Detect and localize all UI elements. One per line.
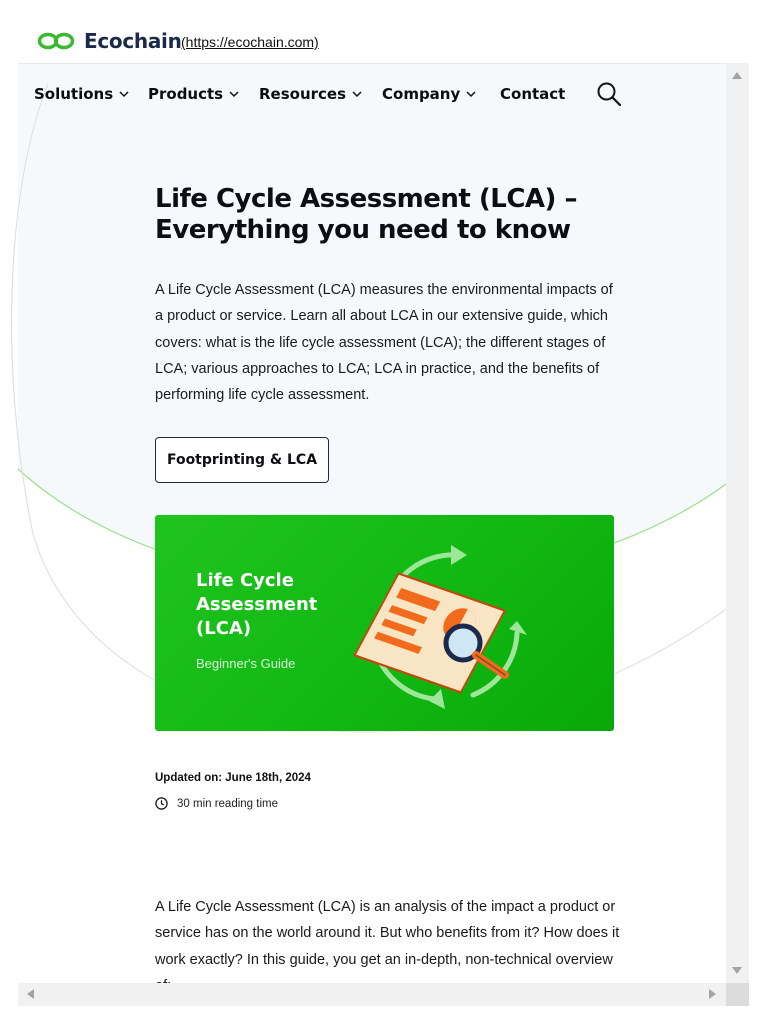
nav-item-label: Resources (259, 85, 347, 103)
vertical-scrollbar[interactable] (726, 63, 749, 983)
nav-item-solutions[interactable] (34, 84, 130, 104)
lca-illustration-icon (345, 537, 555, 719)
intro-paragraph: A Life Cycle Assessment (LCA) measures the environmental impacts of a product or service. Learn all about LCA in our extensive guide, which covers: what is the life cycle assessment (LCA); the different stages of LCA; various approaches to LCA; LCA in practice, and the benefits of performing life cycle assessment. (155, 282, 613, 404)
nav-item-label: Solutions (34, 85, 114, 103)
scroll-up-icon[interactable] (732, 72, 742, 79)
chevron-down-icon (465, 88, 477, 100)
chevron-down-icon (351, 88, 363, 100)
hero-title: Life Cycle Assessment (LCA) (196, 570, 318, 639)
page-viewport (18, 63, 726, 984)
brand-name[interactable]: Ecochain (84, 29, 182, 53)
horizontal-scrollbar[interactable] (18, 983, 726, 1006)
brand-bar (0, 0, 768, 62)
brand-url-link[interactable]: (https://ecochain.com) (181, 34, 319, 50)
reading-time (155, 797, 278, 810)
chevron-down-icon (228, 88, 240, 100)
nav-item-label: Company (382, 85, 461, 103)
clock-icon (155, 797, 168, 810)
search-icon[interactable] (596, 81, 622, 107)
nav-item-label: Products (148, 85, 224, 103)
hero-subtitle: Beginner's Guide (196, 656, 296, 671)
scrollbar-corner (726, 983, 749, 1006)
body-paragraph: A Life Cycle Assessment (LCA) is an analysis of the impact a product or service has on the world around it. But who benefits from it? How does it work exactly? In this guide, you get an in-depth, non-technical overview (155, 899, 620, 968)
nav-item-products[interactable] (148, 84, 240, 104)
updated-date: Updated on: June 18th, 2024 (155, 772, 311, 784)
reading-time-label: 30 min reading time (177, 797, 278, 810)
nav-item-resources[interactable] (259, 84, 363, 104)
scroll-down-icon[interactable] (732, 967, 742, 974)
nav-item-contact[interactable] (500, 84, 565, 104)
hero-image (155, 515, 614, 731)
scroll-right-icon[interactable] (709, 989, 716, 999)
scroll-left-icon[interactable] (27, 989, 34, 999)
nav-item-label: Contact (500, 85, 566, 103)
nav-item-company[interactable] (382, 84, 477, 104)
page-title: Life Cycle Assessment (LCA) – Everything you need to know (155, 184, 577, 245)
category-button[interactable]: Footprinting & LCA (155, 437, 329, 483)
main-nav (18, 64, 726, 124)
chevron-down-icon (118, 88, 130, 100)
ecochain-logo-icon (37, 31, 77, 51)
